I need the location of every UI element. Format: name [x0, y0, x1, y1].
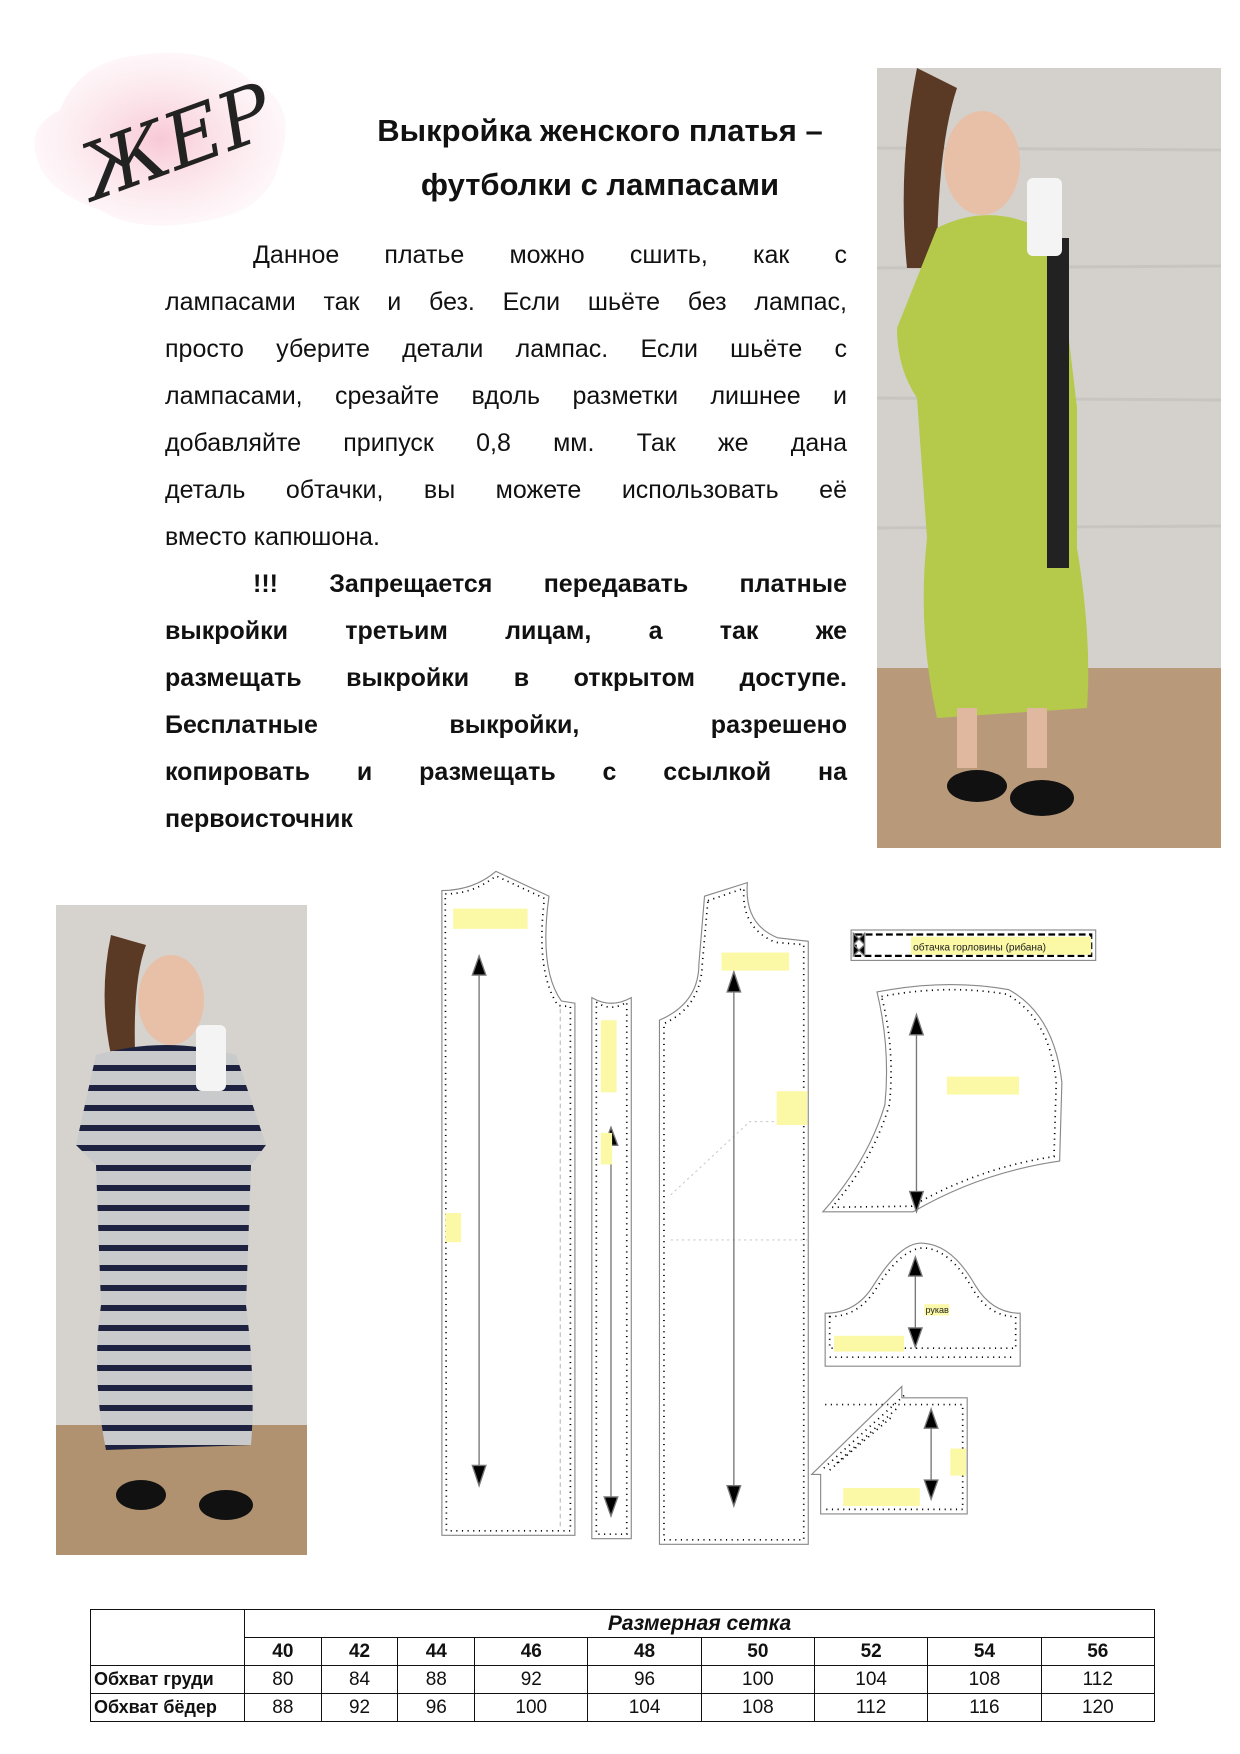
logo-monogram: ЖЕР	[69, 66, 286, 219]
warning-line: первоисточник	[165, 805, 353, 833]
table-row-hips	[91, 1694, 1155, 1722]
table-cell: 108	[701, 1694, 814, 1722]
size-table	[90, 1609, 1155, 1722]
text-line: деталь обтачки, вы можете использовать её	[165, 476, 847, 504]
text-line: добавляйте припуск 0,8 мм. Так же дана	[165, 429, 847, 457]
title-line: футболки с лампасами	[420, 167, 780, 202]
warning-line: копировать и размещать с ссылкой на	[165, 758, 847, 786]
table-cell: 112	[815, 1694, 928, 1722]
warning-line: Бесплатные выкройки, разрешено	[165, 711, 847, 739]
size-cell: 56	[1041, 1638, 1154, 1666]
grainline-arrows	[472, 933, 938, 1516]
text-line: просто уберите детали лампас. Если шьёте с	[165, 335, 847, 363]
table-cell: 100	[701, 1666, 814, 1694]
table-cell: 96	[588, 1666, 701, 1694]
size-cell: 50	[701, 1638, 814, 1666]
table-cell: 108	[928, 1666, 1041, 1694]
table-cell: 88	[245, 1694, 322, 1722]
table-corner	[91, 1610, 245, 1666]
table-row-bust	[91, 1666, 1155, 1694]
table-cell: 80	[245, 1666, 322, 1694]
size-cell: 48	[588, 1638, 701, 1666]
pattern-front-piece	[442, 871, 575, 1535]
table-cell: 120	[1041, 1694, 1154, 1722]
row-label: Обхват груди	[91, 1666, 245, 1694]
text-line: лампасами так и без. Если шьёте без лампас,	[165, 288, 847, 316]
table-cell: 104	[815, 1666, 928, 1694]
sleeve-label: рукав	[925, 1305, 949, 1316]
title-line: Выкройка женского платья –	[377, 113, 823, 148]
row-label: Обхват бёдер	[91, 1694, 245, 1722]
table-cell: 112	[1041, 1666, 1154, 1694]
pattern-hood	[823, 985, 1062, 1212]
size-cell: 44	[398, 1638, 475, 1666]
size-cell: 40	[245, 1638, 322, 1666]
table-cell: 96	[398, 1694, 475, 1722]
pattern-labels	[445, 909, 1091, 1506]
table-cell: 116	[928, 1694, 1041, 1722]
text-line: лампасами, срезайте вдоль разметки лишнее и	[165, 382, 847, 410]
warning-line: !!! Запрещается передавать платные	[253, 570, 847, 598]
table-cell: 92	[321, 1694, 398, 1722]
table-row-sizes	[91, 1638, 1155, 1666]
facing-label: обтачка горловины (рибана)	[913, 942, 1047, 954]
table-cell: 92	[475, 1666, 588, 1694]
table-cell: 88	[398, 1666, 475, 1694]
table-caption: Размерная сетка	[245, 1610, 1155, 1638]
size-cell: 42	[321, 1638, 398, 1666]
table-cell: 104	[588, 1694, 701, 1722]
warning-line: размещать выкройки в открытом доступе.	[165, 664, 847, 692]
size-cell: 46	[475, 1638, 588, 1666]
warning-line: выкройки третьим лицам, а так же	[165, 617, 847, 645]
size-cell: 52	[815, 1638, 928, 1666]
table-cell: 84	[321, 1666, 398, 1694]
size-cell: 54	[928, 1638, 1041, 1666]
table-cell: 100	[475, 1694, 588, 1722]
text-line: вместо капюшона.	[165, 523, 380, 551]
text-line: Данное платье можно сшить, как с	[253, 241, 847, 269]
